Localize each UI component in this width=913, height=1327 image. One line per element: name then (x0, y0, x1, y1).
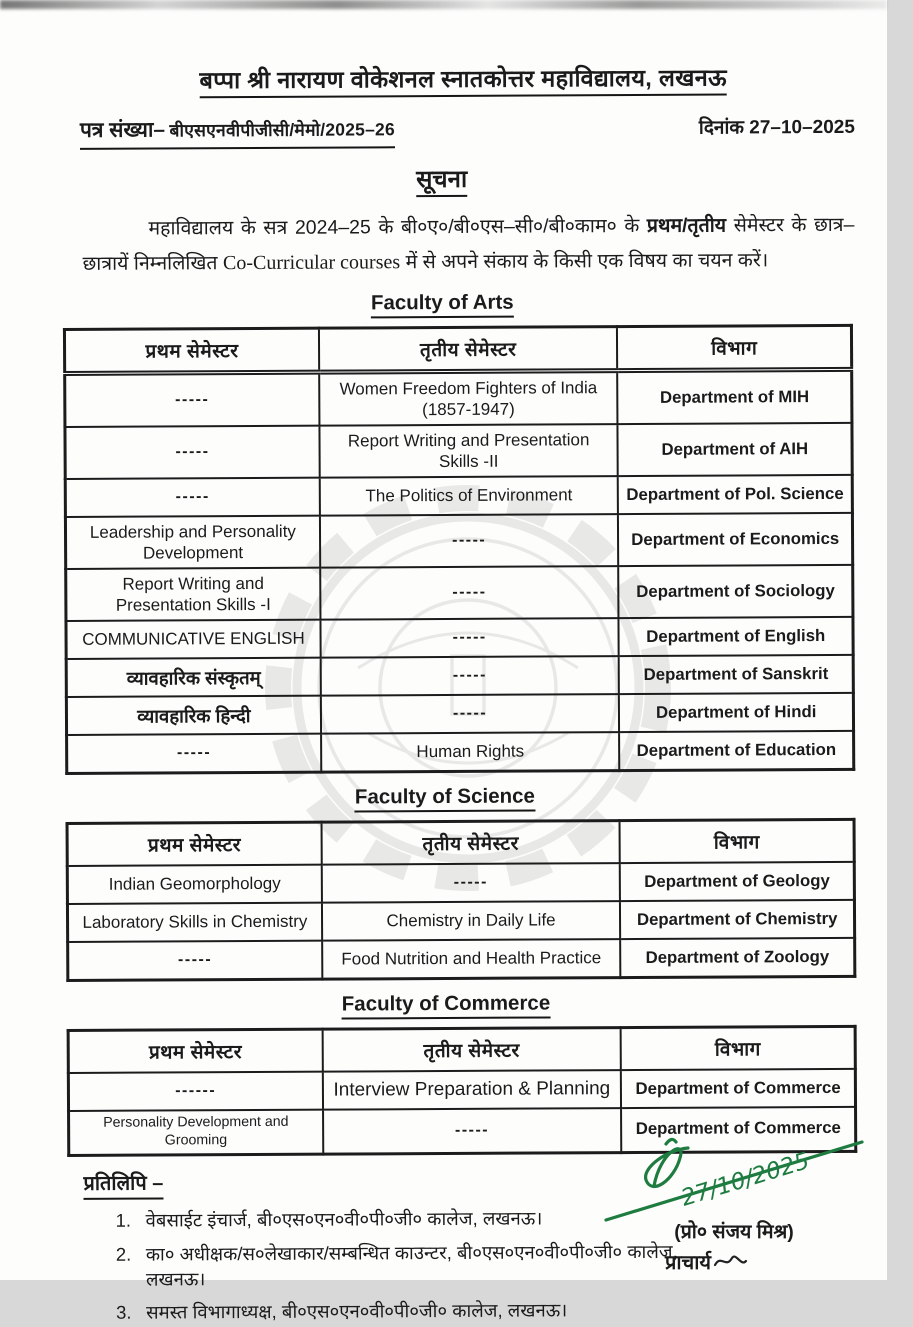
table-cell: Chemistry in Daily Life (322, 901, 621, 941)
table-row (67, 900, 854, 942)
table-cell: Department of Sociology (619, 565, 853, 618)
table-cell: ----- (65, 478, 319, 517)
section-title-science-text: Faculty of Science (355, 785, 535, 813)
table-cell: Department of Geology (620, 862, 854, 901)
table-cell: Department of MIH (618, 369, 852, 424)
table-row (66, 617, 853, 659)
letter-number (80, 114, 395, 150)
table-row (65, 475, 852, 517)
table-cell: ------ (68, 1072, 322, 1111)
table-cell: Report Writing and Presentation Skills -I (66, 568, 321, 621)
handwritten-date: 27/10/2025 (678, 1148, 813, 1212)
notice-title (0, 160, 885, 198)
table-header-row (64, 325, 851, 373)
column-header: विभाग (621, 1026, 855, 1070)
college-title-text: बप्पा श्री नारायण वोकेशनल स्नातकोत्तर महाविद्यालय, लखनऊ (199, 65, 726, 99)
table-cell: ----- (68, 941, 322, 981)
table-cell: Department of Education (619, 731, 853, 771)
table-cell: Department of Hindi (619, 693, 853, 732)
intro-bold: प्रथम/तृतीय (646, 214, 727, 237)
table-row (65, 423, 852, 479)
table-header-row (68, 1026, 855, 1073)
column-header: तृतीय सेमेस्टर (322, 1028, 621, 1072)
table-row (65, 369, 852, 427)
list-item-number: 1. (115, 1209, 132, 1231)
table-cell: Personality Development and Grooming (69, 1110, 323, 1155)
table-header-row (67, 819, 854, 866)
column-header: तृतीय सेमेस्टर (319, 327, 618, 373)
table-cell: Food Nutrition and Health Practice (322, 939, 621, 979)
section-title-arts-text: Faculty of Arts (371, 291, 514, 319)
section-title-commerce-text: Faculty of Commerce (342, 992, 551, 1020)
column-header: तृतीय सेमेस्टर (321, 821, 620, 865)
table-cell: Department of Commerce (621, 1107, 855, 1152)
intro-part3: में से अपने संकाय के किसी एक विषय का चयन करें। (400, 248, 769, 273)
list-item-number: 3. (116, 1302, 132, 1324)
table-cell: Indian Geomorphology (67, 865, 321, 904)
copies-label: प्रतिलिपि – (83, 1168, 163, 1199)
column-header: विभाग (620, 819, 854, 863)
table-row (67, 731, 854, 774)
date-label: दिनांक (698, 117, 745, 139)
signatory-title (568, 1248, 844, 1275)
intro-part1: महाविद्यालय के सत्र 2024–25 के बी०ए०/बी०एस–सी०/बी०काम० के (148, 214, 647, 240)
table-cell: Department of Chemistry (620, 900, 854, 939)
intro-part2: सेमेस्टर के छात्र–छात्रायें निम्नलिखित (82, 213, 855, 275)
section-title-arts (0, 289, 886, 318)
column-header: प्रथम सेमेस्टर (64, 328, 319, 373)
table-cell: ----- (320, 514, 619, 568)
section-title-commerce (2, 990, 889, 1019)
table-cell: ----- (320, 566, 619, 620)
column-header: विभाग (617, 325, 851, 370)
table-row (65, 513, 852, 569)
table-cell: Human Rights (321, 732, 620, 772)
letter-number-value: बीएसएनवीपीजीसी/मेमो/2025–26 (169, 119, 395, 141)
table-row (68, 938, 855, 981)
column-header: प्रथम सेमेस्टर (68, 1029, 322, 1073)
table-cell: ----- (67, 734, 321, 774)
intro-latin: Co-Curricular courses (222, 250, 401, 274)
list-item-text: वेबसाईट इंचार्ज, बी०एस०एन०वी०पी०जी० कालेज, लखनऊ। (145, 1207, 543, 1231)
table-cell: ----- (65, 426, 320, 479)
notice-title-text: सूचना (416, 166, 467, 197)
table-cell: Department of Commerce (621, 1069, 855, 1108)
list-item-text: समस्त विभागाध्यक्ष, बी०एस०एन०वी०पी०जी० कालेज, लखनऊ। (146, 1299, 568, 1324)
table-cell: Laboratory Skills in Chemistry (67, 903, 321, 942)
table-cell: ----- (65, 372, 320, 427)
table-cell: The Politics of Environment (320, 476, 619, 516)
table-row (68, 1069, 855, 1111)
list-item (116, 1298, 716, 1326)
letter-number-label: पत्र संख्या– (79, 118, 166, 142)
table-cell: Department of Economics (618, 513, 852, 566)
table-row (66, 565, 853, 621)
letter-date (699, 113, 855, 140)
table-row (66, 655, 853, 697)
list-item-number: 2. (115, 1243, 132, 1265)
list-item-text: का० अधीक्षक/स०लेखाकार/सम्बन्धित काउन्टर, बी०एस०एन०वी०पी०जी० कालेज, लखनऊ। (145, 1240, 678, 1290)
college-title (19, 0, 906, 96)
table-cell: Department of English (619, 617, 853, 656)
table-cell: Interview Preparation & Planning (322, 1070, 621, 1110)
reference-row (80, 112, 855, 150)
table-cell: ----- (320, 656, 619, 696)
column-header: प्रथम सेमेस्टर (67, 822, 321, 866)
date-value: 27–10–2025 (749, 116, 855, 139)
science-table (66, 818, 857, 982)
table-cell: Department of AIH (618, 423, 852, 476)
table-cell: COMMUNICATIVE ENGLISH (66, 620, 320, 659)
table-cell: ----- (323, 1108, 622, 1154)
table-cell: Department of Sanskrit (619, 655, 853, 694)
table-cell: Women Freedom Fighters of India (1857-1947) (319, 371, 618, 426)
table-cell: व्यावहारिक हिन्दी (66, 696, 320, 735)
table-cell: Department of Zoology (620, 938, 854, 978)
table-cell: Leadership and Personality Development (65, 516, 320, 569)
table-cell: Report Writing and Presentation Skills -II (319, 424, 618, 478)
intro-paragraph (82, 209, 854, 281)
table-row (67, 862, 854, 904)
table-cell: व्यावहारिक संस्कृतम् (66, 658, 320, 697)
signature-flourish-icon (713, 1252, 747, 1272)
table-cell: ----- (321, 694, 620, 734)
signatory-title-text: प्राचार्य (664, 1252, 712, 1274)
table-cell: Department of Pol. Science (618, 475, 852, 514)
principal-signature-icon (596, 1122, 872, 1226)
signature-block (596, 1122, 872, 1275)
signatory-name: (प्रो० संजय मिश्र) (674, 1221, 794, 1243)
table-cell: ----- (321, 863, 620, 903)
section-title-science (1, 783, 888, 812)
arts-table (63, 324, 855, 775)
table-row (66, 693, 853, 735)
table-cell: ----- (320, 618, 619, 658)
